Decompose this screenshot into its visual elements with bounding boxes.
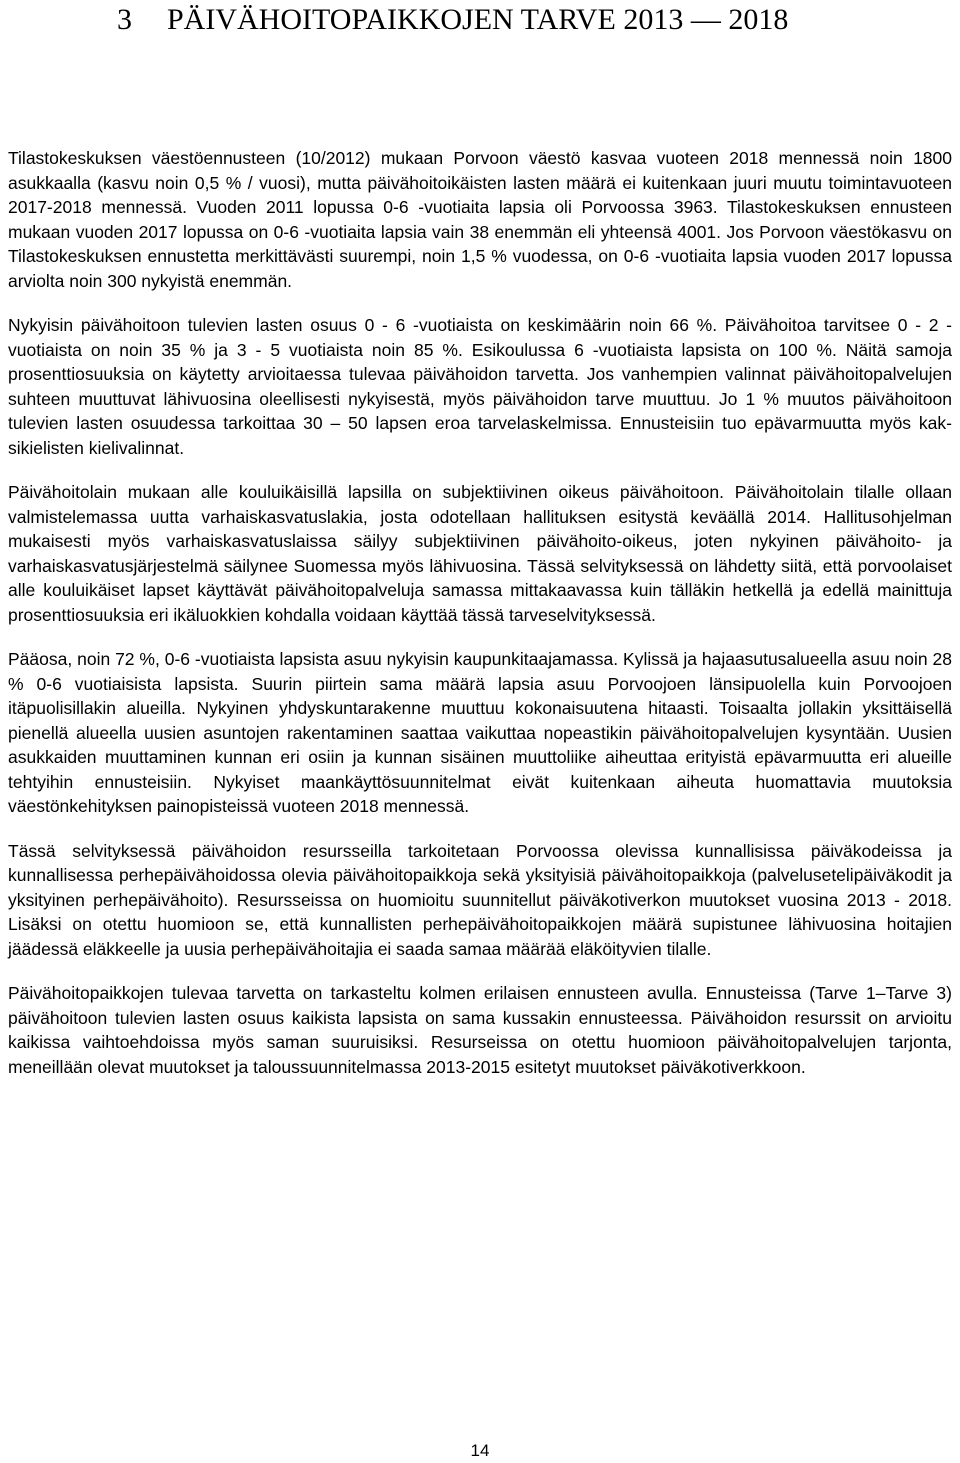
section-number: 3: [117, 3, 132, 36]
section-heading: [117, 0, 937, 40]
paragraph: Nykyisin päivähoitoon tulevien lasten osuus 0 - 6 -vuotiaista on keskimäärin noin 66 %. Päivähoitoa tarvitsee 0 - 2 -vuotiaista on noin 35 % ja 3 - 5 vuotiaista noin 85 %. Esikoulussa 6 -vuotiaista lapsista on 100 %. Näitä samoja prosenttiosuuksia on käytetty arvioitaessa tulevaa päivähoidon tarvetta. Jos vanhempien valinnat päivähoitopalvelujen suhteen muuttuvat lähivuosina oleellisesti nykyisestä, myös päivähoidon tarve muuttuu. Jo 1 % muutos päivähoitoon tulevien lasten osuudessa tarkoittaa 30 – 50 lapsen eroa tarvelaskelmissa. Ennusteisiin tuo epävarmuutta myös kaksikielisten kielivalinnat.: [8, 315, 952, 458]
paragraph: Tässä selvityksessä päivähoidon resursseilla tarkoitetaan Porvoossa olevissa kunnallisissa päiväkodeissa ja kunnallisessa perhepäivähoidossa olevia päivähoitopaikkoja sekä yksityisiä päivähoitopaikkoja (palvelusetelipäiväkodit ja yksityinen perhepäivähoito). Resursseissa on huomioitu suunnitellut päiväkotiverkon muutokset vuosina 2013 - 2018. Lisäksi on otettu huomioon se, että kunnallisten perhepäivähoitopaikkojen määrä supistunee lähivuosina hoitajien jäädessä eläkkeelle ja uusia perhepäivähoitajia ei saada samaa määrää eläköityvien tilalle.: [8, 840, 952, 959]
body-text: [8, 146, 952, 1099]
page-number: 14: [470, 1441, 490, 1460]
paragraph: Päivähoitopaikkojen tulevaa tarvetta on tarkasteltu kolmen erilaisen ennusteen avulla. Ennusteissa (Tarve 1–Tarve 3) päivähoitoon tulevien lasten osuus kaikista lapsista on sama kussakin ennusteessa. Päivähoidon resurssit on arvioitu kaikissa vaihtoehdoissa myös saman suuruisiksi. Resurseissa on otettu huomioon päivähoitopalvelujen tarjonta, meneillään olevat muutokset ja taloussuunnitelmassa 2013-2015 esitetyt muutokset päiväkotiverkkoon.: [8, 983, 952, 1077]
section-title: PÄIVÄHOITOPAIKKOJEN TARVE 2013 — 2018: [167, 3, 789, 36]
paragraph: Tilastokeskuksen väestöennusteen (10/2012) mukaan Porvoon väestö kasvaa vuoteen 2018 mennessä noin 1800 asukkaalla (kasvu noin 0,5 % / vuosi), mutta päivähoitoikäisten lasten määrä ei kuitenkaan juuri muutu toimintavuoteen 2017-2018 mennessä. Vuoden 2011 lopussa 0-6 -vuotiaita lapsia oli Porvoossa 3963. Tilastokeskuksen ennusteen mukaan vuoden 2017 lopussa on 0-6 -vuotiaita lapsia vain 38 enemmän eli yhteensä 4001. Jos Porvoon väestökasvu on Tilastokeskuksen ennustetta merkittävästi suurempi, noin 1,5 % vuodessa, on 0-6 -vuotiaita lapsia vuoden 2017 lopussa arviolta noin 300 nykyistä enemmän.: [8, 148, 952, 291]
paragraph: Pääosa, noin 72 %, 0-6 -vuotiaista lapsista asuu nykyisin kaupunkitaajamassa. Kylissä ja hajaasutusalueella asuu noin 28 % 0-6 vuotiaisista lapsista. Suurin piirtein sama määrä lapsia asuu Porvoojoen länsipuolella kuin Porvoojoen itäpuolisillakin alueilla. Nykyinen yhdyskuntarakenne muuttuu kokonaisuutena hitaasti. Toisaalta jollakin yksittäisellä pienellä alueella uusien asuntojen rakentaminen saattaa vaikuttaa nopeastikin päivähoitopalvelujen kysyntään. Uusien asukkaiden muuttaminen kunnan eri osiin ja kunnan sisäinen muuttoliike aiheuttaa erityistä epävarmuutta eri alueille tehtyihin ennusteisiin. Nykyiset maankäyttösuunnitelmat eivät kuitenkaan aiheuta huomattavia muutoksia väestönkehityksen painopisteissä vuoteen 2018 mennessä.: [8, 649, 952, 816]
paragraph: Päivähoitolain mukaan alle kouluikäisillä lapsilla on subjektiivinen oikeus päivähoitoon. Päivähoitolain tilalle ollaan valmistelemassa uutta varhaiskasvatuslakia, josta odotellaan hallituksen esitystä keväällä 2014. Hallitusohjelman mukaisesti myös varhaiskasvatuslaissa säilyy subjektiivinen päivähoito-oikeus, joten nykyinen päivähoito- ja varhaiskasvatusjärjestelmä säilynee Suomessa myös lähivuosina. Tässä selvityksessä on lähdetty siitä, että porvoolaiset alle kouluikäiset lapset käyttävät päivähoitopalveluja samassa mittakaavassa kuin tälläkin hetkellä ja edellä mainittuja prosenttiosuuksia eri ikäluokkien kohdalla voidaan käyttää tässä tarveselvityksessä.: [8, 482, 952, 625]
